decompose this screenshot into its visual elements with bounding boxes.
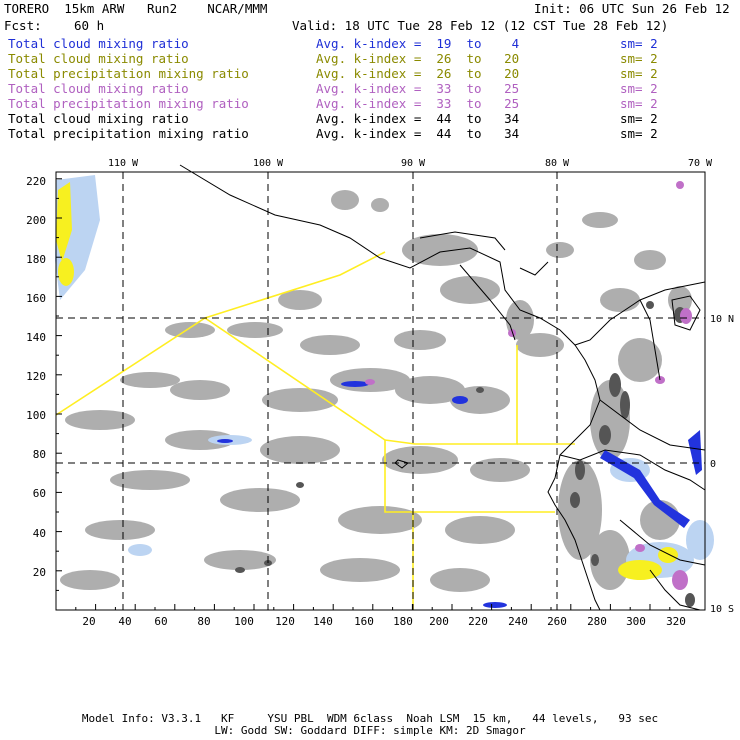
x-tick-label: 80 — [197, 615, 211, 628]
longitude-label: 70 W — [687, 158, 713, 169]
legend-smoothing: sm= 2 — [620, 81, 658, 96]
legend-kindex: Avg. k-index = 44 to 34 — [316, 111, 520, 126]
init-time: Init: 06 UTC Sun 26 Feb 12 — [534, 1, 730, 16]
longitude-label: 80 W — [544, 158, 570, 169]
legend-smoothing: sm= 2 — [620, 126, 658, 141]
x-tick-label: 320 — [666, 615, 686, 628]
y-tick-label: 80 — [32, 448, 46, 461]
legend-smoothing: sm= 2 — [620, 96, 658, 111]
x-tick-label: 40 — [118, 615, 132, 628]
latitude-label: 0 — [710, 459, 717, 470]
x-tick-label: 120 — [275, 615, 295, 628]
y-tick-label: 120 — [26, 370, 46, 383]
y-tick-label: 20 — [32, 566, 46, 579]
model-info: Model Info: V3.3.1 KF YSU PBL WDM 6class Noah LSM 15 km, 44 levels, 93 sec — [81, 712, 659, 725]
y-tick-label: 60 — [32, 487, 46, 500]
y-tick-label: 100 — [26, 409, 46, 422]
legend-kindex: Avg. k-index = 26 to 20 — [316, 66, 520, 81]
y-tick-label: 40 — [32, 527, 46, 540]
x-tick-label: 300 — [626, 615, 646, 628]
legend-kindex: Avg. k-index = 44 to 34 — [316, 126, 520, 141]
legend-field: Total cloud mixing ratio — [8, 51, 189, 66]
forecast-map — [0, 150, 740, 628]
legend-kindex: Avg. k-index = 26 to 20 — [316, 51, 520, 66]
x-tick-label: 260 — [547, 615, 567, 628]
x-tick-label: 60 — [154, 615, 168, 628]
x-tick-label: 280 — [587, 615, 607, 628]
legend-field: Total precipitation mixing ratio — [8, 96, 249, 111]
x-tick-label: 100 — [234, 615, 254, 628]
legend-kindex: Avg. k-index = 33 to 25 — [316, 96, 520, 111]
x-tick-label: 200 — [429, 615, 449, 628]
cloud-fields — [55, 175, 717, 608]
x-tick-label: 20 — [82, 615, 96, 628]
x-tick-marks — [56, 604, 670, 610]
forecast-hours: 60 h — [74, 18, 105, 33]
forecast-label: Fcst: — [4, 18, 42, 33]
x-tick-label: 240 — [508, 615, 528, 628]
longitude-label: 90 W — [400, 158, 426, 169]
model-title: TORERO 15km ARW Run2 NCAR/MMM — [4, 1, 268, 16]
longitude-label: 110 W — [107, 158, 139, 169]
x-tick-label: 220 — [468, 615, 488, 628]
legend-field: Total cloud mixing ratio — [8, 111, 189, 126]
legend-smoothing: sm= 2 — [620, 111, 658, 126]
y-tick-label: 180 — [26, 253, 46, 266]
legend-field: Total cloud mixing ratio — [8, 81, 189, 96]
x-tick-label: 140 — [313, 615, 333, 628]
legend-field: Total cloud mixing ratio — [8, 36, 189, 51]
x-tick-label: 160 — [354, 615, 374, 628]
legend-smoothing: sm= 2 — [620, 36, 658, 51]
x-tick-label: 180 — [393, 615, 413, 628]
y-tick-label: 220 — [26, 175, 46, 188]
y-tick-label: 160 — [26, 292, 46, 305]
gray-cloud-patches — [60, 190, 692, 592]
legend-kindex: Avg. k-index = 33 to 25 — [316, 81, 520, 96]
longitude-label: 100 W — [252, 158, 284, 169]
y-tick-label: 200 — [26, 214, 46, 227]
latitude-label: 10 N — [710, 314, 735, 325]
valid-time: Valid: 18 UTC Tue 28 Feb 12 (12 CST Tue 28 Feb 12) — [292, 18, 669, 33]
y-tick-label: 140 — [26, 331, 46, 344]
legend-smoothing: sm= 2 — [620, 51, 658, 66]
legend-field: Total precipitation mixing ratio — [8, 126, 249, 141]
legend-field: Total precipitation mixing ratio — [8, 66, 249, 81]
latitude-label: 10 S — [710, 604, 735, 615]
physics-info: LW: Godd SW: Goddard DIFF: simple KM: 2D Smagor — [214, 724, 526, 737]
legend-smoothing: sm= 2 — [620, 66, 658, 81]
legend-kindex: Avg. k-index = 19 to 4 — [316, 36, 520, 51]
